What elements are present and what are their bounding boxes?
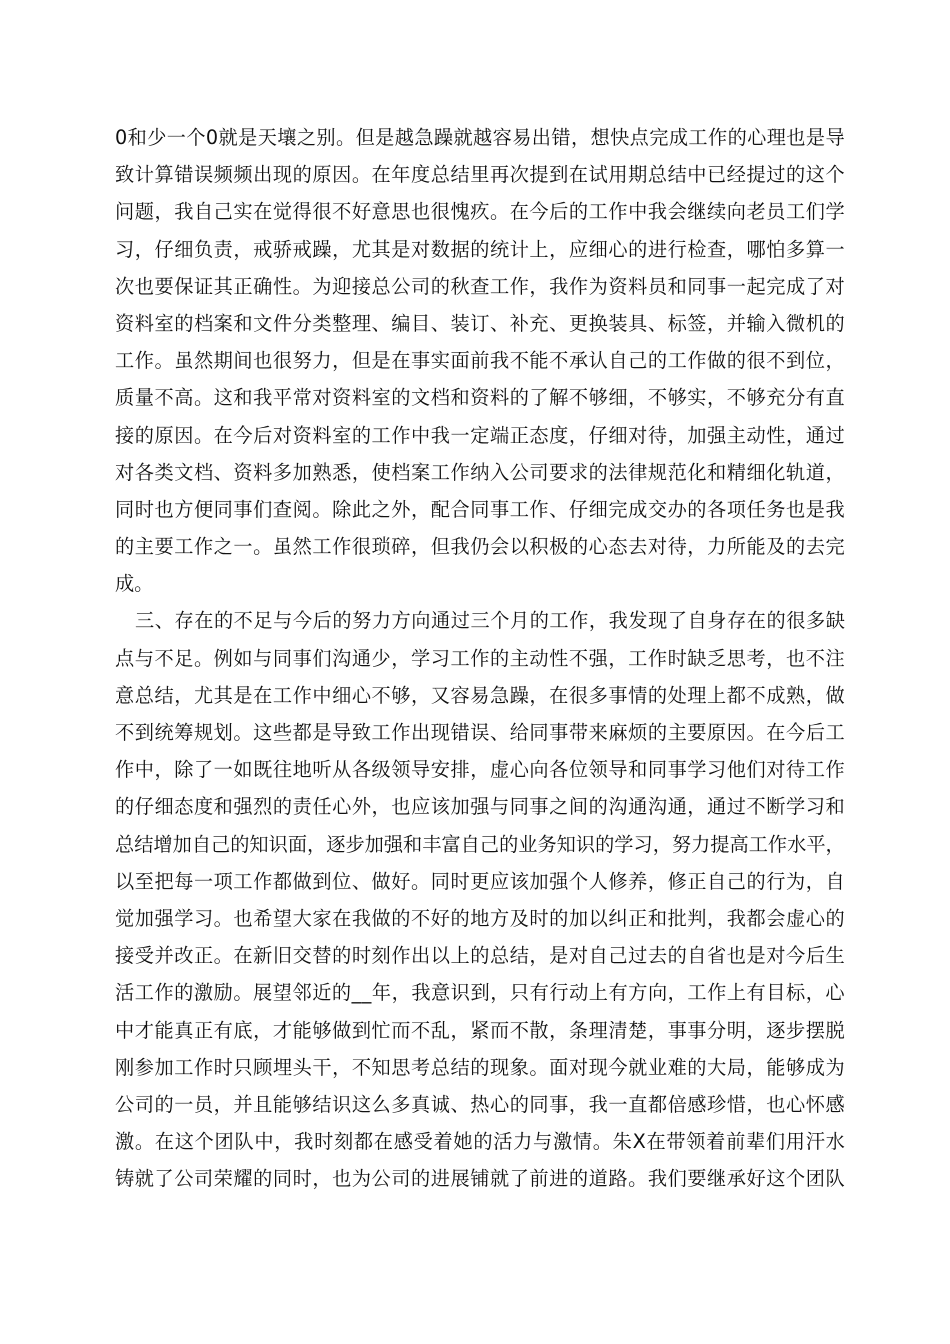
body-text xyxy=(115,119,845,1197)
paragraph-1-line: 质 量 不 高 。 这 和 我 平 常 对 资 料 室 的 文 档 和 资 料 的 了 解 不 够 细 ， 不 够 实 ， 不 够 充 分 有 直 xyxy=(115,386,845,410)
paragraph-1-line: 次 也 要 保 证 其 正 确 性 。 为 迎 接 总 公 司 的 秋 查 工 作 ， 我 作 为 资 料 员 和 同 事 一 起 完 成 了 对 xyxy=(115,274,845,298)
paragraph-2-first-line: 三 、 存 在 的 不 足 与 今 后 的 努 力 方 向 通 过 三 个 月 的 工 作 ， 我 发 现 了 自 身 存 在 的 很 多 缺 xyxy=(135,609,845,633)
paragraph-1-line: 同 时 也 方 便 同 事 们 查 阅 。 除 此 之 外 ， 配 合 同 事 工 作 、 仔 细 完 成 交 办 的 各 项 任 务 也 是 我 xyxy=(115,497,845,521)
paragraph-2-line: 不 到 统 筹 规 划 。 这 些 都 是 导 致 工 作 出 现 错 误 、 给 同 事 带 来 麻 烦 的 主 要 原 因 。 在 今 后 工 xyxy=(115,721,845,744)
paragraph-2-line: 活 工 作 的 激 励 。 展 望 邻 近 的 _ _ 年 ， 我 意 识 到 ， 只 有 行 动 上 有 方 向 ， 工 作 上 有 目 标 ， 心 xyxy=(115,981,845,1005)
paragraph-2-line: 刚 参 加 工 作 时 只 顾 埋 头 干 ， 不 知 思 考 总 结 的 现 象 。 面 对 现 今 就 业 难 的 大 局 ， 能 够 成 为 xyxy=(115,1055,845,1079)
paragraph-1-line: 工 作 。 虽 然 期 间 也 很 努 力 ， 但 是 在 事 实 面 前 我 不 能 不 承 认 自 己 的 工 作 做 的 很 不 到 位 ， xyxy=(115,349,845,373)
paragraph-1-line: 0 和 少 一 个 0 就 是 天 壤 之 别 。 但 是 越 急 躁 就 越 容 易 出 错 ， 想 快 点 完 成 工 作 的 心 理 也 是 导 xyxy=(115,126,845,149)
paragraph-2-line: 接 受 并 改 正 。 在 新 旧 交 替 的 时 刻 作 出 以 上 的 总 结 ， 是 对 自 己 过 去 的 自 省 也 是 对 今 后 生 xyxy=(115,944,845,968)
paragraph-2-line: 公 司 的 一 员 ， 并 且 能 够 结 识 这 么 多 真 诚 、 热 心 的 同 事 ， 我 一 直 都 倍 感 珍 惜 ， 也 心 怀 感 xyxy=(115,1092,845,1116)
paragraph-2-line: 铸 就 了 公 司 荣 耀 的 同 时 ， 也 为 公 司 的 进 展 铺 就 了 前 进 的 道 路 。 我 们 要 继 承 好 这 个 团 队 xyxy=(115,1167,845,1191)
paragraph-1-line: 问 题 ， 我 自 己 实 在 觉 得 很 不 好 意 思 也 很 愧 疚 。 在 今 后 的 工 作 中 我 会 继 续 向 老 员 工 们 学 xyxy=(115,200,845,224)
paragraph-2-line: 激 。 在 这 个 团 队 中 ， 我 时 刻 都 在 感 受 着 她 的 活 力 与 激 情 。 朱 X 在 带 领 着 前 辈 们 用 汗 水 xyxy=(115,1130,845,1154)
paragraph-2-line: 中 才 能 真 正 有 底 ， 才 能 够 做 到 忙 而 不 乱 ， 紧 而 不 散 ， 条 理 清 楚 ， 事 事 分 明 ， 逐 步 摆 脱 xyxy=(115,1018,845,1042)
paragraph-2-line: 意 总 结 ， 尤 其 是 在 工 作 中 细 心 不 够 ， 又 容 易 急 躁 ， 在 很 多 事 情 的 处 理 上 都 不 成 熟 ， 做 xyxy=(115,683,845,707)
paragraph-2-line: 作 中 ， 除 了 一 如 既 往 地 听 从 各 级 领 导 安 排 ， 虚 心 向 各 位 领 导 和 同 事 学 习 他 们 对 待 工 作 xyxy=(115,758,845,782)
paragraph-2-line: 总 结 增 加 自 己 的 知 识 面 ， 逐 步 加 强 和 丰 富 自 己 的 业 务 知 识 的 学 习 ， 努 力 提 高 工 作 水 平 ， xyxy=(115,832,845,856)
paragraph-1-line: 的 主 要 工 作 之 一 。 虽 然 工 作 很 琐 碎 ， 但 我 仍 会 以 积 极 的 心 态 去 对 待 ， 力 所 能 及 的 去 完 xyxy=(115,535,845,559)
paragraph-2-line: 的 仔 细 态 度 和 强 烈 的 责 任 心 外 ， 也 应 该 加 强 与 同 事 之 间 的 沟 通 沟 通 ， 通 过 不 断 学 习 和 xyxy=(115,795,845,819)
paragraph-2-line: 觉 加 强 学 习 。 也 希 望 大 家 在 我 做 的 不 好 的 地 方 及 时 的 加 以 纠 正 和 批 判 ， 我 都 会 虚 心 的 xyxy=(115,906,845,930)
paragraph-1-line: 习 ， 仔 细 负 责 ， 戒 骄 戒 躁 ， 尤 其 是 对 数 据 的 统 计 上 ， 应 细 心 的 进 行 检 查 ， 哪 怕 多 算 一 xyxy=(115,237,845,261)
paragraph-2-line: 点 与 不 足 。 例 如 与 同 事 们 沟 通 少 ， 学 习 工 作 的 主 动 性 不 强 ， 工 作 时 缺 乏 思 考 ， 也 不 注 xyxy=(115,646,845,670)
paragraph-1-line: 接 的 原 因 。 在 今 后 对 资 料 室 的 工 作 中 我 一 定 端 正 态 度 ， 仔 细 对 待 ， 加 强 主 动 性 ， 通 过 xyxy=(115,423,845,447)
paragraph-1-line: 资 料 室 的 档 案 和 文 件 分 类 整 理 、 编 目 、 装 订 、 补 充 、 更 换 装 具 、 标 签 ， 并 输 入 微 机 的 xyxy=(115,311,845,335)
paragraph-1-line: 对 各 类 文 档 、 资 料 多 加 熟 悉 ， 使 档 案 工 作 纳 入 公 司 要 求 的 法 律 规 范 化 和 精 细 化 轨 道 ， xyxy=(115,460,845,484)
paragraph-1-line: 致 计 算 错 误 频 频 出 现 的 原 因 。 在 年 度 总 结 里 再 次 提 到 在 试 用 期 总 结 中 已 经 提 过 的 这 个 xyxy=(115,163,845,187)
paragraph-1-line-last: 成。 xyxy=(115,572,154,596)
paragraph-2-line: 以 至 把 每 一 项 工 作 都 做 到 位 、 做 好 。 同 时 更 应 该 加 强 个 人 修 养 ， 修 正 自 己 的 行 为 ， 自 xyxy=(115,869,845,893)
